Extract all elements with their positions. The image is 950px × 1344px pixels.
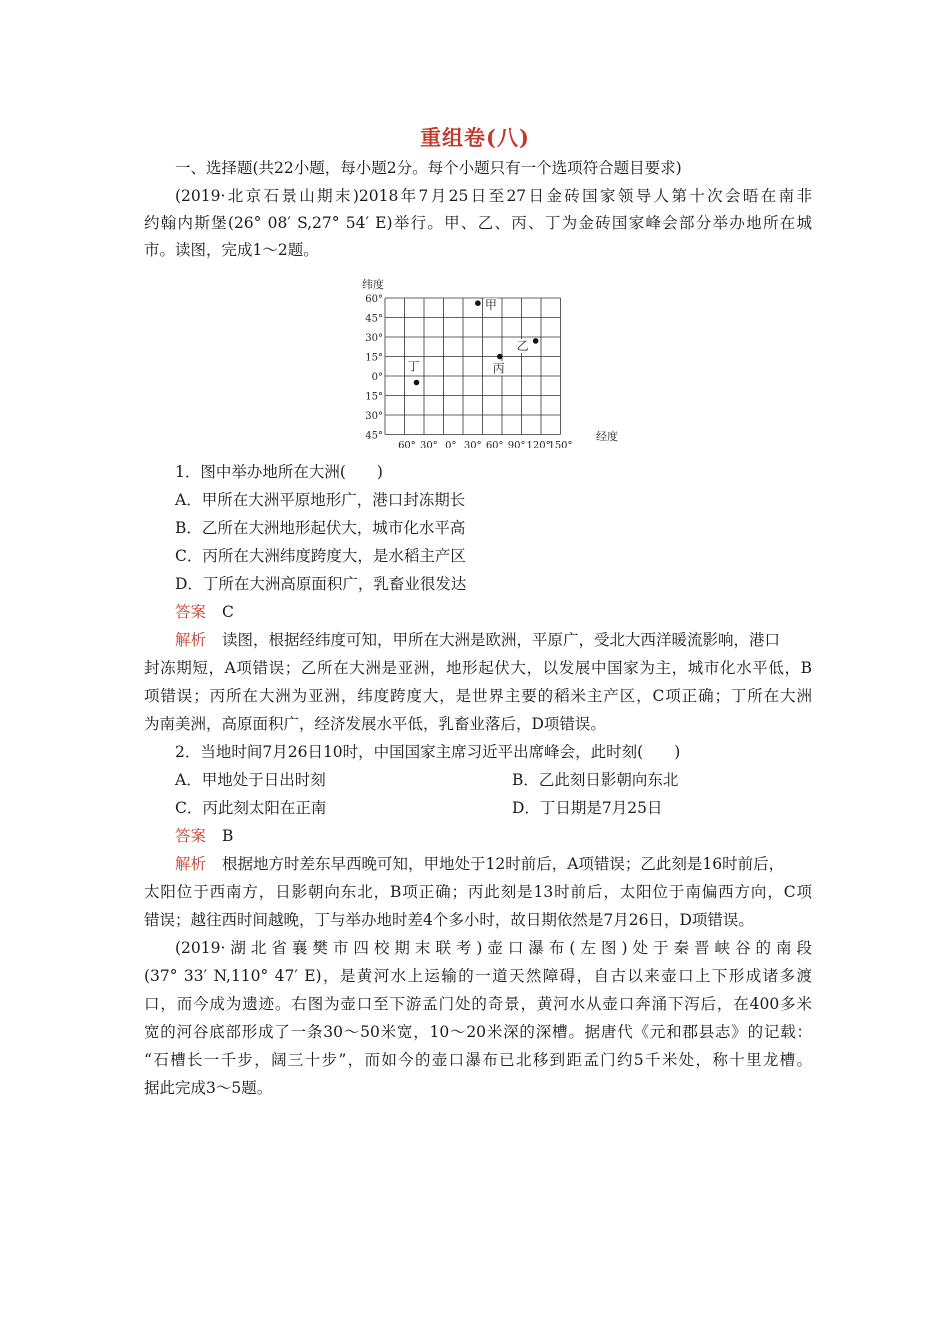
answer-label: 答案 — [175, 827, 207, 845]
q1-stem: 1．图中举办地所在大洲( ) — [175, 463, 383, 481]
analysis-label: 解析 — [175, 855, 207, 873]
intro1-line-2: 约翰内斯堡(26° 08′ S,27° 54′ E)举行。甲、乙、丙、丁为金砖国家峰会部分举办地所在城 — [144, 214, 812, 232]
y-tick-label: 30° — [365, 333, 383, 344]
y-tick-label: 30° — [365, 411, 383, 422]
q1-option-d: D．丁所在大洲高原面积广，乳畜业很发达 — [175, 575, 467, 593]
y-tick-label: 0° — [371, 372, 383, 383]
x-tick-label: 60° — [485, 440, 504, 448]
y-tick-labels — [365, 294, 383, 442]
q1-analysis-line-2: 封冻期短，A项错误；乙所在大洲是亚洲，地形起伏大，以发展中国家为主，城市化水平低，B — [144, 659, 812, 677]
y-tick-label: 15° — [365, 391, 383, 403]
intro2-line-4: 宽的河谷底部形成了一条30～50米宽，10～20米深的深槽。据唐代《元和郡县志》的记载： — [144, 1023, 812, 1041]
q2-option-d: D．丁日期是7月25日 — [512, 799, 663, 817]
y-tick-label: 60° — [365, 294, 383, 305]
q1-analysis-line-1: 解析 读图，根据经纬度可知，甲所在大洲是欧洲，平原广，受北大西洋暖流影响，港口 — [175, 631, 781, 649]
latitude-longitude-chart — [356, 276, 626, 448]
intro1-line-3: 市。读图，完成1～2题。 — [144, 241, 319, 259]
analysis-label: 解析 — [175, 631, 207, 649]
x-tick-label: 90° — [507, 440, 526, 448]
q2-option-c: C．丙此刻太阳在正南 — [175, 799, 327, 817]
q2-analysis-line-3: 错误；越往西时间越晚，丁与举办地时差4个多小时，故日期依然是7月26日，D项错误。 — [144, 911, 754, 929]
city-point — [497, 354, 503, 360]
q1-option-a: A．甲所在大洲平原地形广，港口封冻期长 — [175, 491, 466, 509]
q2-stem: 2．当地时间7月26日10时，中国国家主席习近平出席峰会，此时刻( ) — [175, 743, 681, 761]
city-point — [414, 380, 420, 386]
intro2-line-5: “石槽长一千步，阔三十步”，而如今的壶口瀑布已北移到距孟门约5千米处，称十里龙槽。 — [144, 1051, 812, 1069]
intro2-line-2: (37° 33′ N,110° 47′ E)，是黄河水上运输的一道天然障碍，自古以来壶口上下形成诸多渡 — [144, 967, 812, 985]
q1-answer — [175, 602, 234, 622]
q2-option-b: B．乙此刻日影朝向东北 — [512, 771, 679, 789]
city-label: 丁 — [407, 359, 420, 374]
intro2-line-1: (2019·湖北省襄樊市四校期末联考)壶口瀑布(左图)处于秦晋峡谷的南段 — [175, 939, 812, 957]
answer-label: 答案 — [175, 603, 207, 621]
intro2-line-6: 据此完成3～5题。 — [144, 1079, 273, 1097]
q1-analysis-line-3: 项错误；丙所在大洲为亚洲，纬度跨度大，是世界主要的稻米主产区，C项正确；丁所在大洲 — [144, 687, 812, 705]
q2-answer — [175, 826, 233, 846]
intro1-line-1: (2019·北京石景山期末)2018年7月25日至27日金砖国家领导人第十次会晤在南非 — [175, 187, 812, 205]
y-tick-label: 15° — [365, 352, 383, 364]
city-label: 丙 — [492, 361, 505, 376]
x-tick-label: 60° — [398, 440, 416, 448]
answer-value: C — [222, 603, 234, 621]
chart-points — [406, 298, 538, 385]
answer-value: B — [222, 827, 234, 845]
q1-option-c: C．丙所在大洲纬度跨度大，是水稻主产区 — [175, 547, 466, 565]
x-tick-label: 30° — [463, 440, 482, 448]
page-title: 重组卷(八) — [420, 125, 530, 150]
q1-option-b: B．乙所在大洲地形起伏大，城市化水平高 — [175, 519, 466, 537]
y-tick-label: 45° — [365, 430, 383, 442]
city-label: 乙 — [516, 338, 529, 353]
city-label: 甲 — [484, 298, 497, 313]
q2-option-a: A．甲地处于日出时刻 — [175, 771, 326, 789]
city-point — [475, 300, 481, 306]
x-tick-label: 30° — [420, 440, 438, 448]
city-point — [533, 338, 539, 344]
x-axis-label: 经度 — [596, 430, 618, 443]
x-tick-label: 120° — [526, 440, 551, 448]
x-tick-label: 150° — [548, 440, 573, 448]
section-header: 一、选择题(共22小题，每小题2分。每个小题只有一个选项符合题目要求) — [175, 159, 682, 177]
intro2-line-3: 口，而今成为遗迹。右图为壶口至下游孟门处的奇景，黄河水从壶口奔涌下泻后，在400多米 — [144, 995, 812, 1013]
q2-analysis-line-1: 解析 根据地方时差东早西晚可知，甲地处于12时前后，A项错误；乙此刻是16时前后， — [175, 855, 785, 873]
y-axis-label: 纬度 — [362, 278, 384, 291]
q1-analysis-line-4: 为南美洲，高原面积广，经济发展水平低，乳畜业落后，D项错误。 — [144, 715, 606, 733]
x-tick-labels — [398, 441, 572, 449]
x-tick-label: 0° — [445, 440, 457, 448]
y-tick-label: 45° — [365, 313, 383, 325]
q2-analysis-line-2: 太阳位于西南方，日影朝向东北，B项正确；丙此刻是13时前后，太阳位于南偏西方向，C项 — [144, 883, 812, 901]
